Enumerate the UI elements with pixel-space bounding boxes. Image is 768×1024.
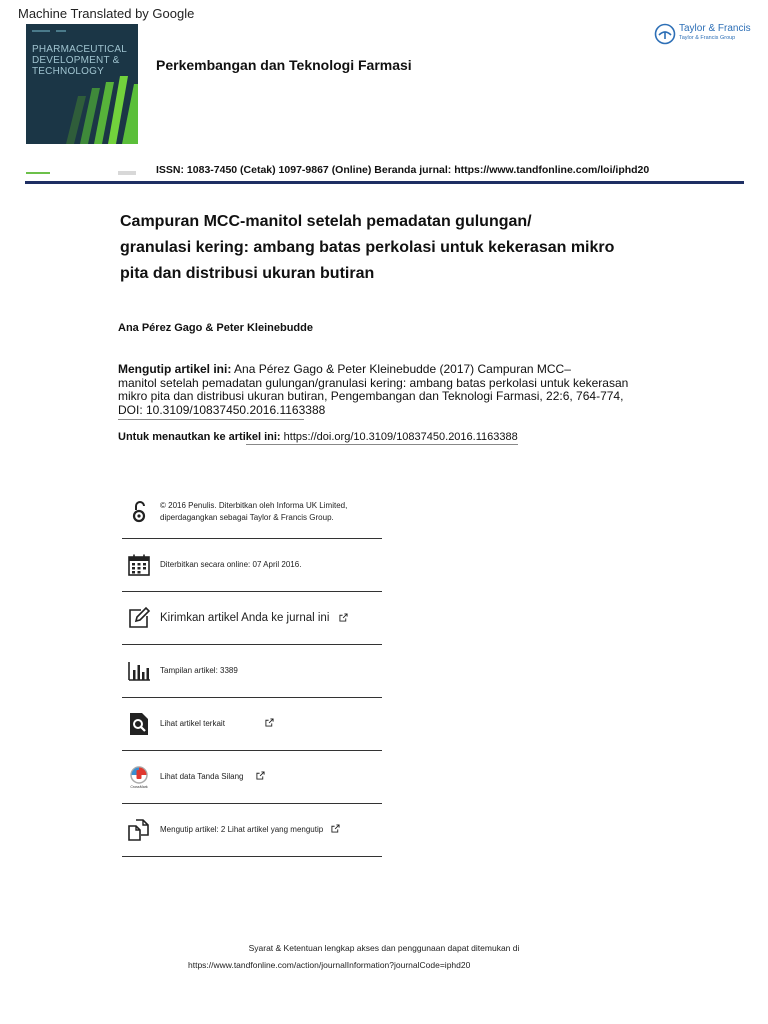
cover-title	[32, 44, 136, 77]
crossmark-badge-text: CrossMark	[130, 785, 148, 789]
publisher-logo[interactable]	[654, 20, 754, 50]
taylor-francis-icon	[654, 23, 676, 45]
article-info-panel	[122, 486, 382, 857]
citation-underline	[118, 419, 304, 420]
article-title	[120, 209, 660, 287]
terms-text: Syarat & Ketentuan lengkap akses dan penggunaan dapat ditemukan di	[248, 943, 520, 953]
cover-thumbnail-strip	[26, 170, 138, 176]
cover-stripes-graphic	[26, 24, 138, 144]
citation-doi[interactable]: DOI: 10.3109/10837450.2016.1163388	[118, 402, 326, 417]
article-link-line	[118, 431, 518, 443]
external-link-icon	[339, 613, 348, 622]
open-access-icon	[127, 500, 151, 524]
article-views: Tampilan artikel: 3389	[160, 666, 238, 675]
machine-translation-banner: Machine Translated by Google	[18, 6, 195, 21]
journal-name: Perkembangan dan Teknologi Farmasi	[156, 57, 412, 73]
license-text	[160, 500, 380, 524]
info-row-views	[122, 645, 382, 698]
related-articles-link[interactable]	[160, 718, 380, 730]
crossmark-link[interactable]	[160, 771, 380, 783]
publisher-name: Taylor & Francis	[679, 23, 751, 34]
cover-title-line: PHARMACEUTICAL	[32, 44, 128, 55]
citing-articles-icon	[127, 818, 151, 842]
citation-text: Ana Pérez Gago & Peter Kleinebudde (2017) Campuran MCC–	[231, 362, 571, 376]
cover-title-line: DEVELOPMENT &	[32, 55, 120, 66]
search-document-icon	[127, 712, 151, 736]
cover-title-line: TECHNOLOGY	[32, 66, 105, 77]
info-row-crossmark[interactable]	[122, 751, 382, 804]
link-label: Untuk menautkan ke artikel ini:	[118, 431, 281, 443]
article-authors: Ana Pérez Gago & Peter Kleinebudde	[118, 322, 313, 334]
crossmark-label: Lihat data Tanda Silang	[160, 772, 244, 781]
journal-homepage-link[interactable]: : https://www.tandfonline.com/loi/iphd20	[447, 164, 650, 176]
license-line: © 2016 Penulis. Diterbitkan oleh Informa UK Limited,	[160, 501, 348, 510]
article-doi-link[interactable]: https://doi.org/10.3109/10837450.2016.1163388	[280, 431, 518, 443]
published-date: Diterbitkan secara online: 07 April 2016.	[160, 560, 302, 569]
crossmark-icon	[127, 765, 151, 789]
citation-text: manitol setelah pemadatan gulungan/granulasi kering: ambang batas perkolasi untuk kekerasan	[118, 375, 629, 390]
info-row-related[interactable]	[122, 698, 382, 751]
title-line: pita dan distribusi ukuran butiran	[120, 265, 375, 282]
license-line: diperdagangkan sebagai Taylor & Francis Group.	[160, 513, 334, 522]
citation-text: mikro pita dan distribusi ukuran butiran, Pengembangan dan Teknologi Farmasi, 22:6, 764-774,	[118, 389, 624, 403]
citation-label: Mengutip artikel ini:	[118, 362, 232, 376]
citation-block	[118, 363, 648, 417]
header-divider	[25, 181, 744, 184]
title-line: Campuran MCC-manitol setelah pemadatan gulungan/	[120, 213, 532, 230]
edit-icon	[127, 606, 151, 630]
calendar-icon	[127, 553, 151, 577]
info-row-citing[interactable]	[122, 804, 382, 857]
issn-text: ISSN: 1083-7450 (Cetak) 1097-9867 (Online) Beranda jurnal	[156, 164, 448, 176]
publisher-subname: Taylor & Francis Group	[679, 35, 736, 41]
external-link-icon	[331, 824, 340, 833]
citing-articles-link[interactable]	[160, 824, 380, 836]
journal-cover	[26, 24, 138, 144]
info-row-published	[122, 539, 382, 592]
terms-link[interactable]: https://www.tandfonline.com/action/journalInformation?journalCode=iphd20	[188, 960, 471, 970]
related-articles-label: Lihat artikel terkait	[160, 719, 225, 728]
bar-chart-icon	[127, 659, 151, 683]
title-line: granulasi kering: ambang batas perkolasi untuk kekerasan mikro	[120, 239, 615, 256]
external-link-icon	[265, 718, 274, 727]
citing-articles-label: Mengutip artikel: 2 Lihat artikel yang mengutip	[160, 825, 324, 834]
link-underline	[246, 444, 518, 445]
info-row-license	[122, 486, 382, 539]
info-row-submit[interactable]	[122, 592, 382, 645]
submit-article-label: Kirimkan artikel Anda ke jurnal ini	[160, 612, 330, 624]
issn-line	[156, 164, 649, 176]
external-link-icon	[256, 771, 265, 780]
submit-article-link[interactable]	[160, 612, 380, 624]
